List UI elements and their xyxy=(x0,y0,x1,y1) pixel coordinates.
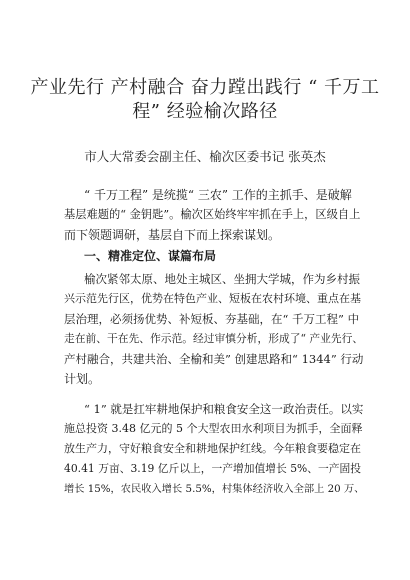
section-1-heading: 一、精准定位、谋篇布局 xyxy=(84,249,217,263)
paragraph-2-line-4: 走在前、干在先、作示范。经过审慎分析，形成了“ 产业先行、 xyxy=(64,332,364,345)
paragraph-2-line-6: 计划。 xyxy=(64,372,101,386)
paragraph-1-line-1: “ 千万工程” 是统揽“ 三农” 工作的主抓手、是破解 xyxy=(84,188,352,202)
paragraph-3-line-3: 放生产力，守好粮食安全和耕地保护红线。今年粮食要稳定在 xyxy=(64,442,361,455)
paragraph-3-line-2: 施总投资 3.48 亿元的 5 个大型农田水利项目为抓手，全面释 xyxy=(64,422,363,435)
paragraph-1-line-3: 而下领题调研，基层自下而上探索谋划。 xyxy=(64,228,281,242)
paragraph-3-line-4: 40.41 万亩、3.19 亿斤以上，一产增加值增长 5%、一产固投 xyxy=(64,462,362,475)
paragraph-2-line-2: 兴示范先行区，优势在特色产业、短板在农村环境、重点在基 xyxy=(64,292,361,305)
paragraph-3-line-1: “ 1” 就是扛牢耕地保护和粮食安全这一政治责任。以实 xyxy=(84,402,364,416)
paragraph-1-line-2: 基层难题的“ 金钥匙”。榆次区始终牢牢抓在手上，区级自上 xyxy=(64,208,361,221)
article-title-line-2: 程” 经验榆次路径 xyxy=(132,101,278,122)
paragraph-3-line-5: 增长 15%，农民收入增长 5.5%，村集体经济收入全部上 20 万、 xyxy=(64,483,364,495)
paragraph-2-line-5: 产村融合，共建共治、全榆和美” 创建思路和“ 1344” 行动 xyxy=(64,352,364,366)
paragraph-2-line-1: 榆次紧邻太原、地处主城区、坐拥大学城，作为乡村振 xyxy=(84,272,360,286)
author-byline: 市人大常委会副主任、榆次区委书记 张英杰 xyxy=(84,149,326,164)
paragraph-2-line-3: 层治理，必须扬优势、补短板、夯基础，在“ 千万工程” 中 xyxy=(64,312,360,326)
article-title-line-1: 产业先行 产村融合 奋力蹚出践行 “ 千万工 xyxy=(30,77,380,98)
